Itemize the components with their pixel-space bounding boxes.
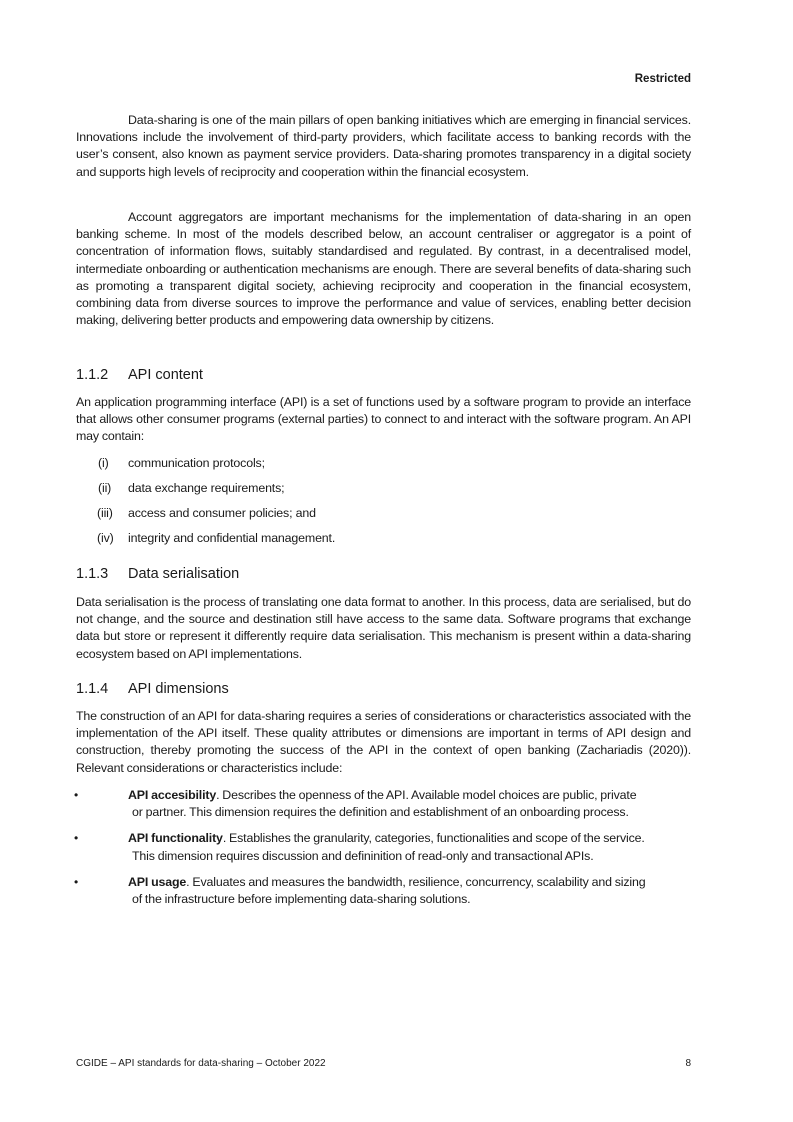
paragraph-account-aggregators: Account aggregators are important mechanisms for the implementation of data-sharing in an open banking scheme. In most of the models described below, an account centraliser or aggregator is a point of concentration of information flows, suitably standardised and regulated. By contrast, in a decentralised model, intermediate onboarding or authentication mechanisms are enough. There are several benefits of data-sharing such as promoting a transparent digital society, achieving reciprocity and cooperation in the financial ecosystem, combining data from diverse sources to improve the performance and value of services, enabling better decision making, delivering better products and empowering data ownership by citizens.: [76, 210, 691, 328]
list-numeral: (ii): [98, 481, 112, 495]
section-number: 1.1.2: [76, 367, 109, 383]
bullet-description: . Evaluates and measures the bandwidth, resilience, concurrency, scalability and sizing: [186, 874, 646, 889]
list-item: [76, 505, 691, 522]
footer-document-title: CGIDE – API standards for data-sharing – October 2022: [76, 1058, 326, 1069]
list-item: [76, 874, 691, 908]
bullet-marker: •: [74, 874, 79, 889]
section-number: 1.1.3: [76, 566, 109, 582]
bullet-description-continued: or partner. This dimension requires the definition and establishment of an onboarding process.: [132, 805, 629, 820]
classification-label: Restricted: [634, 73, 691, 85]
page-number: 8: [685, 1058, 691, 1069]
list-item: [76, 530, 691, 547]
list-text: integrity and confidential management.: [128, 531, 336, 545]
list-numeral: (i): [98, 456, 109, 470]
bullet-description-continued: of the infrastructure before implementing data-sharing solutions.: [132, 892, 471, 907]
bullet-marker: •: [74, 831, 79, 846]
api-dimensions-list: [76, 787, 691, 908]
api-contents-list: [76, 455, 691, 547]
section-number: 1.1.4: [76, 681, 109, 697]
paragraph-api-dimensions: The construction of an API for data-sharing requires a series of considerations or characteristics associated with the implementation of the API itself. These quality attributes or dimensions are important in terms of API design and construction, thereby promoting the success of the API in the context of open banking (Zachariadis (2020)). Relevant considerations or characteristics include:: [76, 709, 691, 775]
paragraph-data-serialisation: Data serialisation is the process of translating one data format to another. In this process, data are serialised, but do not change, and the source and destination still have access to the same data. Software programs that exchange data but store or represent it differently require data serialisation. This mechanism is present within a data-sharing ecosystem based on API implementations.: [76, 595, 691, 661]
bullet-term: API functionality: [128, 831, 223, 846]
section-heading-api-dimensions: [76, 681, 691, 701]
list-text: communication protocols;: [128, 456, 265, 470]
paragraph-data-sharing: Data-sharing is one of the main pillars of open banking initiatives which are emerging in financial services. Innovations include the involvement of third-party providers, which facilitate access to banking records with the user’s consent, also known as payment service providers. Data-sharing promotes transparency in a digital society and supports high levels of reciprocity and cooperation within the financial ecosystem.: [76, 113, 691, 179]
list-item: [76, 830, 691, 864]
section-heading-data-serialisation: [76, 566, 691, 586]
bullet-term: API accesibility: [128, 788, 217, 802]
bullet-description: . Establishes the granularity, categories, functionalities and scope of the service.: [222, 831, 645, 846]
list-text: data exchange requirements;: [128, 481, 285, 495]
list-item: [76, 787, 691, 821]
section-title: API dimensions: [128, 681, 229, 697]
list-item: [76, 455, 691, 472]
list-text: access and consumer policies; and: [128, 506, 316, 520]
list-item: [76, 480, 691, 497]
section-title: Data serialisation: [128, 566, 240, 582]
list-numeral: (iv): [97, 531, 114, 545]
section-heading-api-content: [76, 367, 691, 387]
bullet-marker: •: [74, 788, 79, 802]
paragraph-api-definition: An application programming interface (API) is a set of functions used by a software program to provide an interface that allows other consumer programs (external parties) to connect to and interact with the software program. An API may contain:: [76, 395, 691, 444]
section-title: API content: [128, 367, 203, 383]
bullet-description-continued: This dimension requires discussion and defininition of read-only and transactional APIs.: [132, 848, 594, 863]
bullet-description: . Describes the openness of the API. Available model choices are public, private: [216, 788, 637, 802]
list-numeral: (iii): [97, 506, 113, 520]
bullet-term: API usage: [128, 874, 187, 889]
